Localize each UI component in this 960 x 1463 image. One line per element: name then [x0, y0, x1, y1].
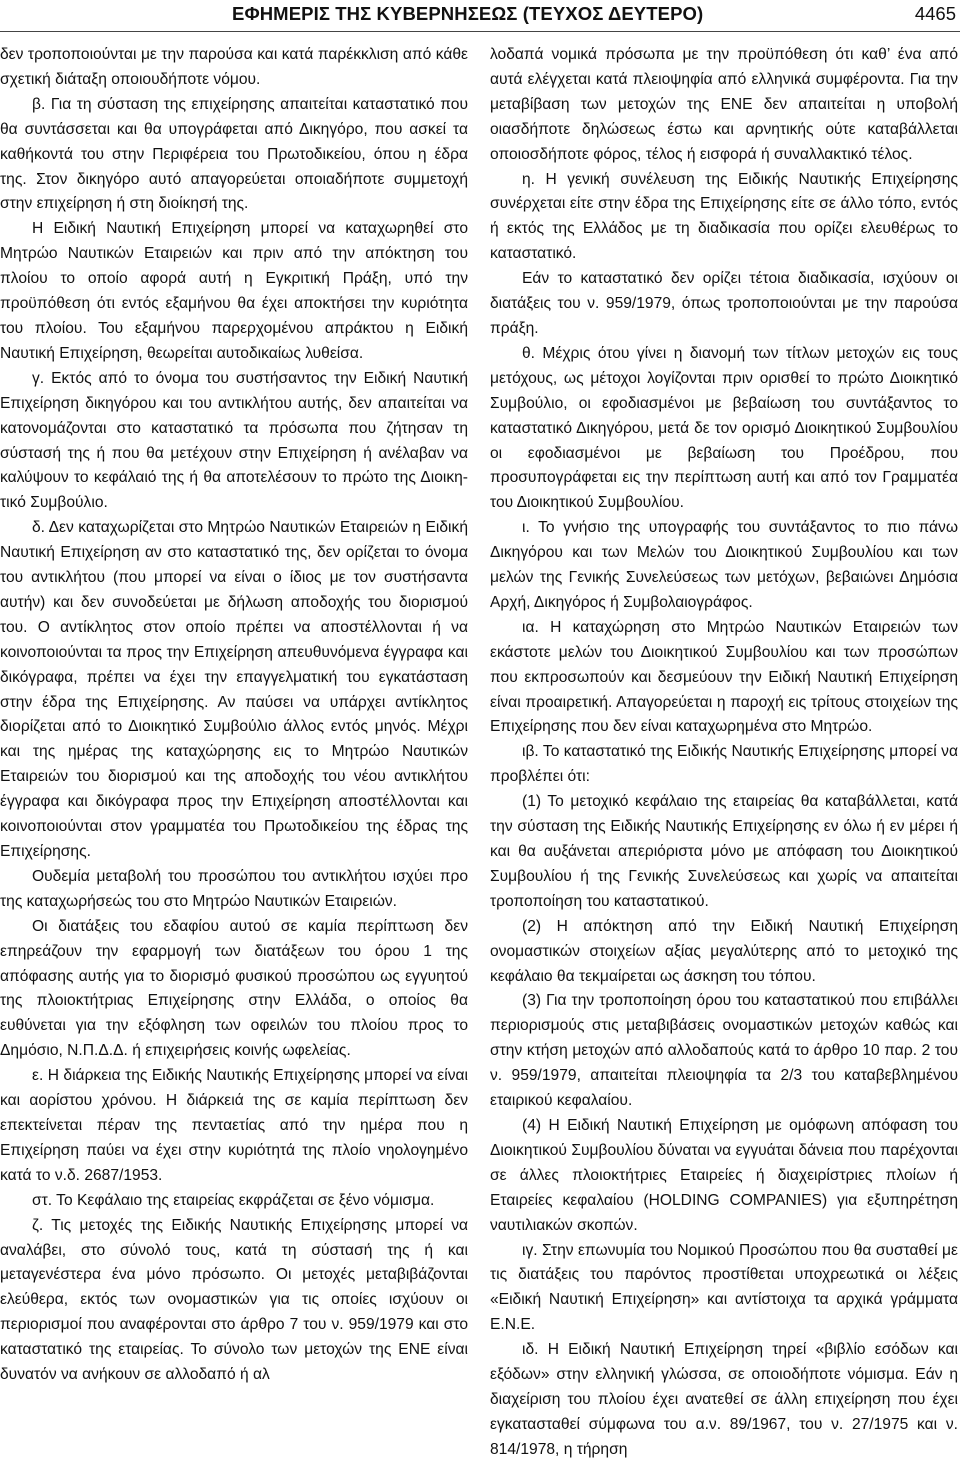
- paragraph: Ουδεμία μεταβολή του προσώπου του αντικλήτου ισχύει προ της καταχωρήσεώς του στο Μητρώο Ναυτικών Εταιρειών.: [0, 867, 468, 910]
- paragraph: ιβ. Το καταστατικό της Ειδικής Ναυτικής Επιχείρησης μπορεί να προβλέπει ότι:: [490, 743, 958, 786]
- paragraph: Η Ειδική Ναυτική Επιχείρηση μπορεί να καταχωρηθεί στο Μητρώο Ναυτικών Εταιρειών και πριν από την απόκτηση του πλοίου το οποίο αφορά αυτή η Εγκριτική Πράξη, υπό την προϋπόθεση ότι εντός εξαμήνου θα έχει αποκτήσει την κυριότητα του πλοίου. Του εξαμήνου παρερχομένου απράκτου η Ειδική Ναυτική Επιχείρηση, θεωρείται αυτοδικαίως λυθείσα.: [0, 220, 468, 362]
- right-text-column: [490, 43, 958, 1463]
- paragraph: ιδ. Η Ειδική Ναυτική Επιχείρηση τηρεί «βιβλίο εσόδων και εξόδων» στην ελληνική γλώσσα, σε οποιοδήποτε νόμισμα. Εάν η διαχείριση του πλοίου έχει ανατεθεί σε άλλη επιχείρηση που έχει εγκατασταθεί σύμφωνα του α.ν. 89/1967, του ν. 27/1975 και ν. 814/1978, η τήρηση: [490, 1341, 958, 1458]
- header-rule: [0, 31, 960, 32]
- paragraph: ζ. Τις μετοχές της Ειδικής Ναυτικής Επιχείρησης μπορεί να αναλάβει, στο σύνολό τους, κατά τη σύστασή της ή και μεταγενέστερα ένα μόνο πρόσωπο. Οι μετοχές μεταβιβάζονται ελεύθερα, εκτός των ονομαστικών για τις οποίες ισχύουν οι περιορισμοί που αναφέρονται στο άρθρο 7 του ν. 959/1979 και στο καταστατικό της εταιρείας. Το σύνολο των μετοχών της ΕΝΕ είναι δυνατόν να ανήκουν σε αλλοδαπό ή αλ: [0, 1216, 468, 1384]
- paragraph: Εάν το καταστατικό δεν ορίζει τέτοια διαδικασία, ισχύουν οι διατάξεις του ν. 959/1979, όπως τροποποιούνται με την παρούσα πράξη.: [490, 270, 958, 337]
- paragraph: η. Η γενική συνέλευση της Ειδικής Ναυτικής Επιχείρησης συνέρχεται είτε στην έδρα της Επιχείρησης είτε σε άλλο τόπο, εντός ή εκτός της Ελλάδος με τη διαδικασία που ορίζει ελευθέρως το καταστατικό.: [490, 170, 958, 263]
- left-text-column: [0, 43, 468, 1388]
- running-header: [0, 0, 960, 32]
- paragraph: λοδαπά νομικά πρόσωπα με την προϋπόθεση ότι καθ’ ένα από αυτά ελέγχεται κατά πλειοψηφία από ελληνικά συμφέροντα. Για την μεταβίβαση των μετοχών της ΕΝΕ δεν απαιτείται η υποβολή οιασδήποτε δηλώσεως έστω και αρνητικής ούτε καταβάλλεται οποιοσδήποτε φόρος, τέλος ή εισφορά ή συναλλακτικό τέλος.: [490, 46, 958, 163]
- paragraph: δ. Δεν καταχωρίζεται στο Μητρώο Ναυτικών Εταιρειών η Ειδική Ναυτική Επιχείρηση αν στο καταστατικό της, δεν ορίζεται το όνομα του αντικλήτου (που μπορεί να είναι ο ίδιος με τον συστήσαντα αυτήν) και δεν συνοδεύεται με δήλωση αποδοχής του διορισμού του. Ο αντίκλητος στον οποίο πρέπει να αποστέλλονται ή να κοινοποιούνται τα προς την Επιχείρηση απευθυνόμενα έγγραφα και δικόγραφα, πρέπει να έχει την επαγγελματική του εγκατάσταση στην έδρα της Επιχείρησης. Αν παύσει να υπάρχει αντίκλητος διορίζεται από το Διοικητικό Συμβούλιο άλλος εντός μηνός. Μέχρι και της ημέρας της καταχώρησης εις το Μητρώο Ναυτικών Εταιρειών του διορισμού και της αποδοχής του νέου αντικλήτου έγγραφα και δικόγραφα προς την Επιχείρηση αποστέλλονται και κοινοποιούνται στον γραμματέα του Πρωτοδικείου της έδρας της Επιχείρησης.: [0, 519, 468, 860]
- paragraph: (2) Η απόκτηση από την Ειδική Ναυτική Επιχείρηση ονομαστικών στοιχείων αξίας μεγαλύτερης από το μετοχικό της κεφάλαιο θα τεκμαίρεται ως άσκηση του τόπου.: [490, 917, 958, 985]
- paragraph: ε. Η διάρκεια της Ειδικής Ναυτικής Επιχείρησης μπορεί να είναι και αορίστου χρόνου. Η διάρκειά της σε καμία περίπτωση δεν επεκτείνεται πέραν της πενταετίας από την ημέρα που η Επιχείρηση παύει να έχει στην κυριότητά της πλοίο νηολογημένο κατά το ν.δ. 2687/1953.: [0, 1067, 468, 1184]
- paragraph: ιγ. Στην επωνυμία του Νομικού Προσώπου που θα συσταθεί με τις διατάξεις του παρόντος προστίθεται υποχρεωτικά οι λέξεις «Ειδική Ναυτική Επιχείρηση» και αντίστοιχα τα αρχικά γράμματα Ε.Ν.Ε.: [490, 1241, 958, 1334]
- page-number: 4465: [914, 3, 956, 24]
- paragraph: στ. Το Κεφάλαιο της εταιρείας εκφράζεται σε ξένο νόμισμα.: [32, 1191, 435, 1209]
- paragraph: (4) Η Ειδική Ναυτική Επιχείρηση με ομόφωνη απόφαση του Διοικητικού Συμβουλίου δύναται να εγγυάται δάνεια που παρέχονται σε άλλες πλοιοκτήτριες Εταιρείες ή διαχειρίστριες πλοίων ή Εταιρείες κεφαλαίου (HOLDING COMPANIES) για εξυπηρέτηση ναυτιλιακών σκοπών.: [490, 1116, 958, 1234]
- paragraph: Οι διατάξεις του εδαφίου αυτού σε καμία περίπτωση δεν επηρεάζουν την εφαρμογή των διατάξεων του όρου 1 της απόφασης αυτής για το διορισμό φυσικού προσώπου ως εγγυητού της πλοιοκτήτριας Επιχείρησης στην Ελλάδα, ο οποίος θα ευθύνεται για την εξόφληση των οφειλών του πλοίου προς το Δημόσιο, Ν.Π.Δ.Δ. ή επιχειρήσεις κοινής ωφελείας.: [0, 917, 468, 1060]
- paragraph: θ. Μέχρις ότου γίνει η διανομή των τίτλων μετοχών εις τους μετόχους, ως μέτοχοι λογίζονται πριν ορισθεί το πρώτο Διοικητικό Συμβούλιο, οι εφοδιασμένοι με βεβαίωση του συντάξαντος το καταστατικό Δικηγόρου, μετά δε τον ορισμό Διοικητικού Συμβουλίου οι εφοδιασμένοι με βεβαίωση του Προέδρου, που προσυπογράφεται εις την περίπτωση αυτή και από τον Γραμματέα του Διοικητικού Συμβουλίου.: [490, 344, 958, 512]
- paragraph: γ. Εκτός από το όνομα του συστήσαντος την Ειδική Ναυτική Επιχείρηση δικηγόρου και του αντικλήτου αυτής, δεν απαιτείται να κατονομάζονται στο καταστατικό τα πρόσωπα που ζήτησαν τη σύστασή της ή που θα μετέχουν στην Επιχείρηση ή ανέλαβαν να καλύψουν το κεφάλαιό της ή θα αποτελέσουν το πρώτο της Διοικητικό Συμβούλιο.: [0, 369, 468, 512]
- paragraph: ι. Το γνήσιο της υπογραφής του συντάξαντος το πιο πάνω Δικηγόρου και των Μελών του Διοικητικού Συμβουλίου και των μελών της Γενικής Συνελεύσεως των μετόχων, βεβαιώνει Δημόσια Αρχή, Δικηγόρος ή Συμβολαιογράφος.: [490, 519, 958, 611]
- paragraph: δεν τροποποιούνται με την παρούσα και κατά παρέκκλιση από κάθε σχετική διάταξη οποιουδήποτε νόμου.: [0, 46, 468, 88]
- gazette-title: ΕΦΗΜΕΡΙΣ ΤΗΣ ΚΥΒΕΡΝΗΣΕΩΣ (ΤΕΥΧΟΣ ΔΕΥΤΕΡΟ): [232, 3, 704, 24]
- paragraph: ια. Η καταχώρηση στο Μητρώο Ναυτικών Εταιρειών των εκάστοτε μελών του Διοικητικού Συμβουλίου και των προσώπων που εκπροσωπούν και δεσμεύουν την Ειδική Ναυτική Επιχείρηση είναι προαιρετική. Απαγορεύεται η παροχή εις τρίτους στοιχείων της Επιχείρησης που δεν είναι καταχωρημένα στο Μητρώο.: [490, 618, 958, 736]
- paragraph: β. Για τη σύσταση της επιχείρησης απαιτείται καταστατικό που θα συντάσσεται και θα υπογράφεται από Δικηγόρο, που ασκεί τα καθήκοντά του στην Περιφέρεια του Πρωτοδικείου, όπου η έδρα της. Στον δικηγόρο αυτό απαγορεύεται οποιαδήποτε συμμετοχή στην επιχείρηση ή στη διοίκησή της.: [0, 95, 468, 213]
- paragraph: (1) Το μετοχικό κεφάλαιο της εταιρείας θα καταβάλλεται, κατά την σύσταση της Ειδικής Ναυτικής Επιχείρησης εν όλω ή εν μέρει ή και θα αυξάνεται απεριόριστα μόνο με απόφαση του Διοικητικού Συμβουλίου ή της Γενικής Συνελεύσεως και χωρίς να απαιτείται τροποποίηση του καταστατικού.: [490, 793, 958, 910]
- paragraph: (3) Για την τροποποίηση όρου του καταστατικού που επιβάλλει περιορισμούς στις μεταβιβάσεις ονομαστικών μετοχών καθώς και στην κτήση μετοχών από αλλοδαπούς κατά το άρθρο 10 παρ. 2 του ν. 959/1979, απαιτείται πλειοψηφία τα 2/3 του καταβεβλημένου εταιρικού κεφαλαίου.: [490, 992, 958, 1110]
